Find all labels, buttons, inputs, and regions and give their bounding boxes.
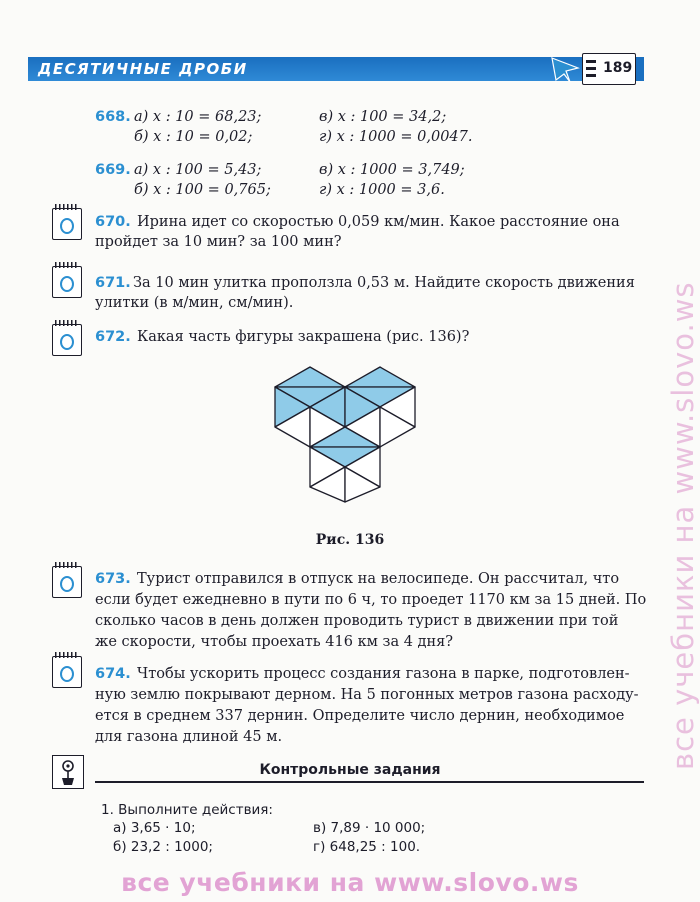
problem-671-number: 671.	[95, 275, 131, 291]
problem-674-line3: ется в среднем 337 дернин. Определите число дернин, необходимое	[95, 708, 625, 724]
problem-674-number: 674.	[95, 666, 131, 682]
problem-670-number: 670.	[95, 214, 131, 230]
header-edge-bar	[636, 57, 644, 81]
notebook-icon	[52, 324, 82, 356]
problem-674-line1: Чтобы ускорить процесс создания газона в парке, подготовлен-	[137, 666, 630, 682]
problem-668-number: 668.	[95, 109, 131, 125]
problem-668-a: а) x : 10 = 68,23;	[134, 109, 262, 125]
problem-668-g: г) x : 1000 = 0,0047.	[319, 129, 473, 145]
arrow-cursor-icon	[548, 54, 582, 84]
control-task1-g: г) 648,25 : 100.	[313, 839, 421, 855]
problem-673-line3: сколько часов в день должен проводить турист в движении при той	[95, 613, 619, 629]
problem-669-number: 669.	[95, 162, 131, 178]
bottom-watermark: все учебники на www.slovo.ws	[121, 868, 579, 897]
problem-671-line2: улитки (в м/мин, см/мин).	[95, 295, 294, 311]
problem-669-b: б) x : 100 = 0,765;	[134, 182, 271, 198]
problem-673-line4: же скорости, чтобы проехать 416 км за 4 дня?	[95, 634, 454, 650]
control-task1-a: а) 3,65 · 10;	[113, 820, 196, 836]
control-task1-title: 1. Выполните действия:	[101, 802, 273, 818]
notebook-icon	[52, 266, 82, 298]
problem-669-v: в) x : 1000 = 3,749;	[319, 162, 465, 178]
problem-670-line1: Ирина идет со скоростью 0,059 км/мин. Какое расстояние она	[137, 214, 620, 230]
problem-669-a: а) x : 100 = 5,43;	[134, 162, 262, 178]
notebook-icon	[52, 566, 82, 598]
figure-caption: Рис. 136	[315, 532, 385, 548]
problem-673-number: 673.	[95, 571, 131, 587]
section-divider	[95, 781, 644, 783]
control-task1-v: в) 7,89 · 10 000;	[313, 820, 426, 836]
problem-668-b: б) x : 10 = 0,02;	[134, 129, 253, 145]
page-number: 189	[603, 60, 633, 76]
problem-673-line1: Турист отправился в отпуск на велосипеде. Он рассчитал, что	[137, 571, 620, 587]
problem-672-number: 672.	[95, 329, 131, 345]
problem-669-g: г) x : 1000 = 3,6.	[319, 182, 445, 198]
figure-136-triangles	[270, 362, 426, 504]
side-watermark: все учебники на www.slovo.ws	[666, 281, 700, 770]
binder-rings-icon	[584, 56, 600, 82]
chapter-title: ДЕСЯТИЧНЫЕ ДРОБИ	[38, 60, 248, 78]
problem-668-v: в) x : 100 = 34,2;	[319, 109, 447, 125]
notebook-icon	[52, 656, 82, 688]
control-task1-b: б) 23,2 : 1000;	[113, 839, 213, 855]
problem-674-line4: для газона длиной 45 м.	[95, 729, 283, 745]
problem-671-line1: За 10 мин улитка проползла 0,53 м. Найдите скорость движения	[133, 275, 635, 291]
control-tasks-title: Контрольные задания	[259, 762, 441, 778]
problem-674-line2: ную землю покрывают дерном. На 5 погонных метров газона расходу-	[95, 687, 639, 703]
problem-673-line2: если будет ежедневно в пути по 6 ч, то проедет 1170 км за 15 дней. По	[95, 592, 647, 608]
problem-670-line2: пройдет за 10 мин? за 100 мин?	[95, 234, 342, 250]
notebook-icon	[52, 208, 82, 240]
problem-672-line1: Какая часть фигуры закрашена (рис. 136)?	[137, 329, 470, 345]
